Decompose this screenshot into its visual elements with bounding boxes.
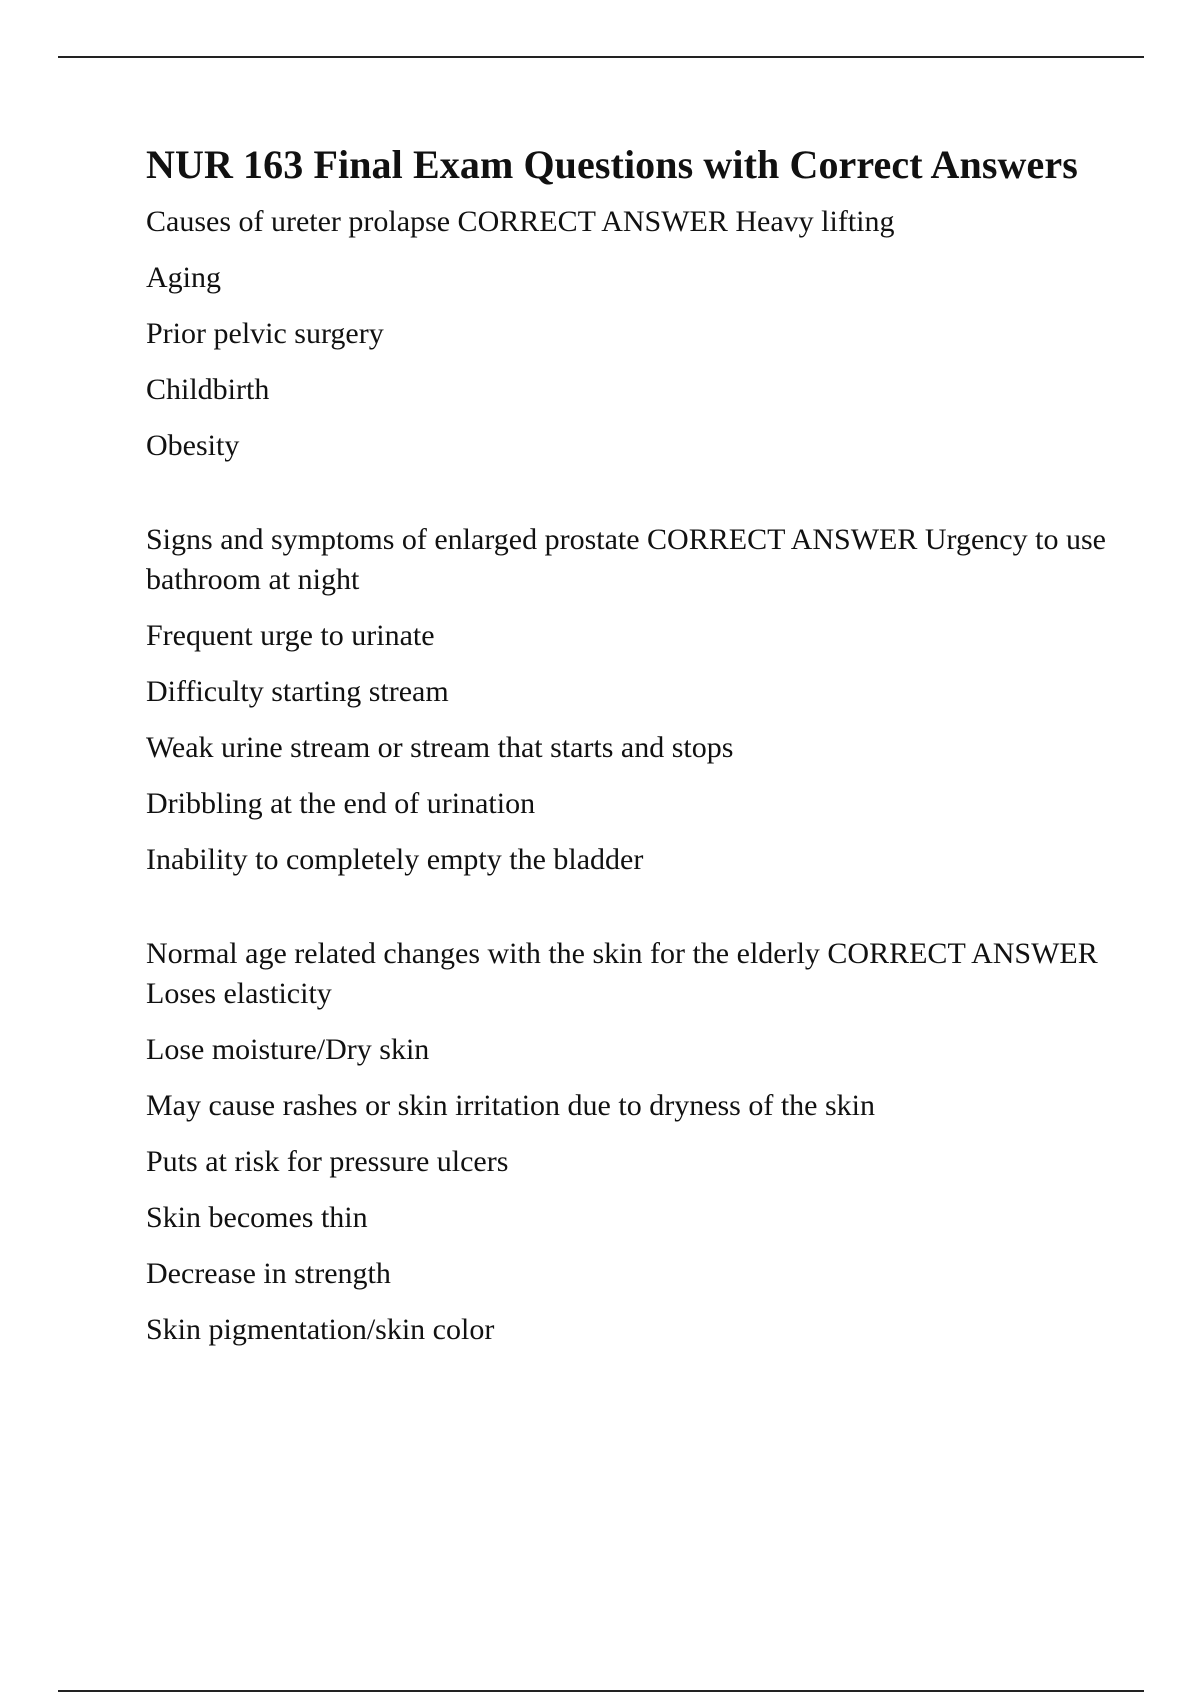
answer-item: Obesity <box>146 429 240 462</box>
answer-item: Skin pigmentation/skin color <box>146 1313 495 1346</box>
answer-item: Weak urine stream or stream that starts and stops <box>146 731 734 764</box>
answer-item: Skin becomes thin <box>146 1201 368 1234</box>
question-3: Normal age related changes with the skin for the elderly CORRECT ANSWER Loses elasticity <box>146 937 1098 1010</box>
answer-item: Childbirth <box>146 373 270 406</box>
answer-item: Frequent urge to urinate <box>146 619 435 652</box>
qa-block-3 <box>146 934 1106 1350</box>
answer-item: Difficulty starting stream <box>146 675 449 708</box>
question-2: Signs and symptoms of enlarged prostate CORRECT ANSWER Urgency to use bathroom at night <box>146 523 1106 596</box>
bottom-rule <box>58 1690 1144 1692</box>
answer-item: May cause rashes or skin irritation due to dryness of the skin <box>146 1089 876 1122</box>
answer-item: Aging <box>146 261 221 294</box>
question-1: Causes of ureter prolapse CORRECT ANSWER Heavy lifting <box>146 205 895 238</box>
document-body <box>146 140 1106 1366</box>
answer-item: Puts at risk for pressure ulcers <box>146 1145 509 1178</box>
qa-block-1 <box>146 202 1106 466</box>
top-rule <box>58 56 1144 58</box>
qa-block-2 <box>146 520 1106 880</box>
answer-item: Dribbling at the end of urination <box>146 787 536 820</box>
answer-item: Lose moisture/Dry skin <box>146 1033 430 1066</box>
document-title: NUR 163 Final Exam Questions with Correct Answers <box>146 142 1078 187</box>
answer-item: Prior pelvic surgery <box>146 317 384 350</box>
answer-item: Decrease in strength <box>146 1257 391 1290</box>
answer-item: Inability to completely empty the bladder <box>146 843 644 876</box>
